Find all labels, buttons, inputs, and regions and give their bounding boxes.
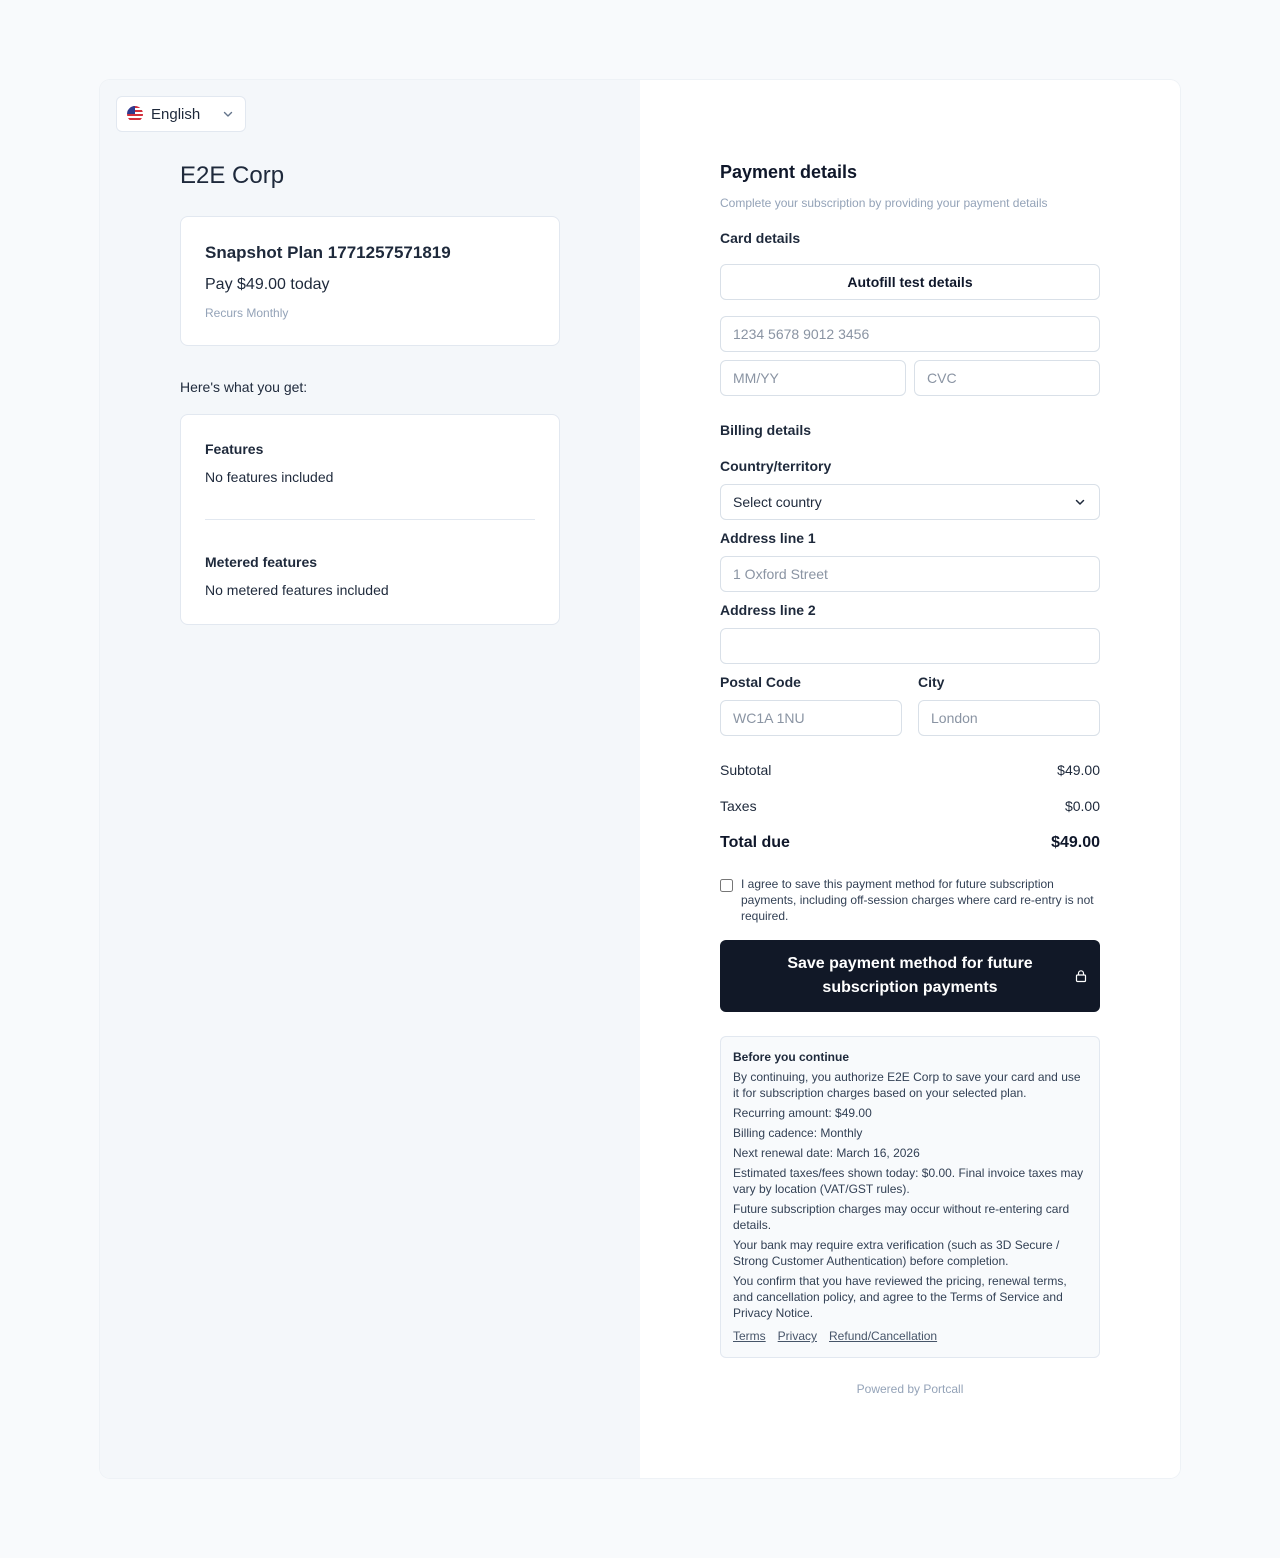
features-intro: Here's what you get:: [180, 379, 308, 395]
notice-line: You confirm that you have reviewed the pricing, renewal terms, and cancellation policy, and agree to the Terms of Service and Privacy Notice.: [733, 1274, 1067, 1320]
expiry-input[interactable]: [720, 360, 906, 396]
subtotal-value: $49.00: [1057, 762, 1100, 778]
country-label: Country/territory: [720, 458, 832, 474]
card-details-label: Card details: [720, 230, 801, 246]
total-label: Total due: [720, 834, 790, 851]
plan-recurrence: Recurs Monthly: [205, 306, 289, 320]
taxes-row: [720, 798, 1100, 814]
language-label: English: [151, 105, 201, 123]
privacy-link[interactable]: Privacy: [777, 1329, 818, 1343]
notice-title: Before you continue: [733, 1050, 850, 1064]
notice-line: By continuing, you authorize E2E Corp to save your card and use it for subscription charges based on your selected plan.: [733, 1070, 1081, 1100]
address-line2-label: Address line 2: [720, 602, 816, 618]
country-select[interactable]: [720, 484, 1100, 520]
plan-price: Pay $49.00 today: [205, 276, 330, 293]
city-input[interactable]: [918, 700, 1100, 736]
cvc-input[interactable]: [914, 360, 1100, 396]
address-line1-input[interactable]: [720, 556, 1100, 592]
payment-title: Payment details: [720, 162, 858, 182]
us-flag-icon: [127, 106, 143, 122]
payment-panel: [640, 80, 1180, 1478]
notice-line: Billing cadence: Monthly: [733, 1126, 863, 1140]
agreement-text: I agree to save this payment method for future subscription payments, including off-session charges where card re-entry is not required.: [741, 877, 1094, 923]
card-number-input[interactable]: [720, 316, 1100, 352]
agreement-checkbox[interactable]: [720, 879, 733, 892]
language-selector[interactable]: [116, 96, 246, 132]
lock-icon: [1074, 969, 1088, 983]
notice-line: Future subscription charges may occur without re-entering card details.: [733, 1202, 1070, 1232]
autofill-button[interactable]: Autofill test details: [720, 264, 1100, 300]
divider: [205, 519, 535, 520]
terms-link[interactable]: Terms: [733, 1329, 766, 1343]
total-row: [720, 834, 1100, 852]
notice-line: Next renewal date: March 16, 2026: [733, 1146, 920, 1160]
powered-by-footer: Powered by Portcall: [856, 1382, 964, 1396]
notice-line: Recurring amount: $49.00: [733, 1106, 872, 1120]
features-text: No features included: [205, 469, 334, 485]
chevron-down-icon: [221, 107, 235, 121]
agreement-row: [720, 876, 1100, 924]
plan-name: Snapshot Plan 1771257571819: [205, 243, 451, 262]
checkout-card: [100, 80, 1180, 1478]
address-line1-label: Address line 1: [720, 530, 816, 546]
address-line2-input[interactable]: [720, 628, 1100, 664]
before-you-continue-notice: [720, 1036, 1100, 1358]
postal-code-input[interactable]: [720, 700, 902, 736]
features-heading: Features: [205, 441, 264, 457]
postal-code-label: Postal Code: [720, 674, 801, 690]
city-label: City: [918, 674, 945, 690]
billing-details-label: Billing details: [720, 422, 812, 438]
notice-links: [733, 1329, 1087, 1343]
save-payment-button-label: Save payment method for future subscription payments: [787, 955, 1033, 996]
brand-name: E2E Corp: [180, 162, 285, 189]
notice-line: Your bank may require extra verification (such as 3D Secure / Strong Customer Authentication) before completion.: [733, 1238, 1060, 1268]
chevron-down-icon: [1073, 495, 1087, 509]
payment-subtitle: Complete your subscription by providing your payment details: [720, 196, 1048, 210]
taxes-label: Taxes: [720, 798, 757, 814]
refund-cancellation-link[interactable]: Refund/Cancellation: [829, 1329, 938, 1343]
subtotal-row: [720, 762, 1100, 778]
notice-line: Estimated taxes/fees shown today: $0.00. Final invoice taxes may vary by location (VAT/GST rules).: [733, 1166, 1084, 1196]
metered-features-text: No metered features included: [205, 582, 389, 598]
features-card: [180, 414, 560, 625]
total-value: $49.00: [1051, 834, 1100, 851]
country-select-value: Select country: [733, 494, 822, 510]
taxes-value: $0.00: [1064, 798, 1100, 814]
plan-summary-panel: [100, 80, 640, 1478]
plan-card: [180, 216, 560, 346]
metered-features-heading: Metered features: [205, 554, 318, 570]
subtotal-label: Subtotal: [720, 762, 772, 778]
save-payment-button[interactable]: [720, 940, 1100, 1012]
